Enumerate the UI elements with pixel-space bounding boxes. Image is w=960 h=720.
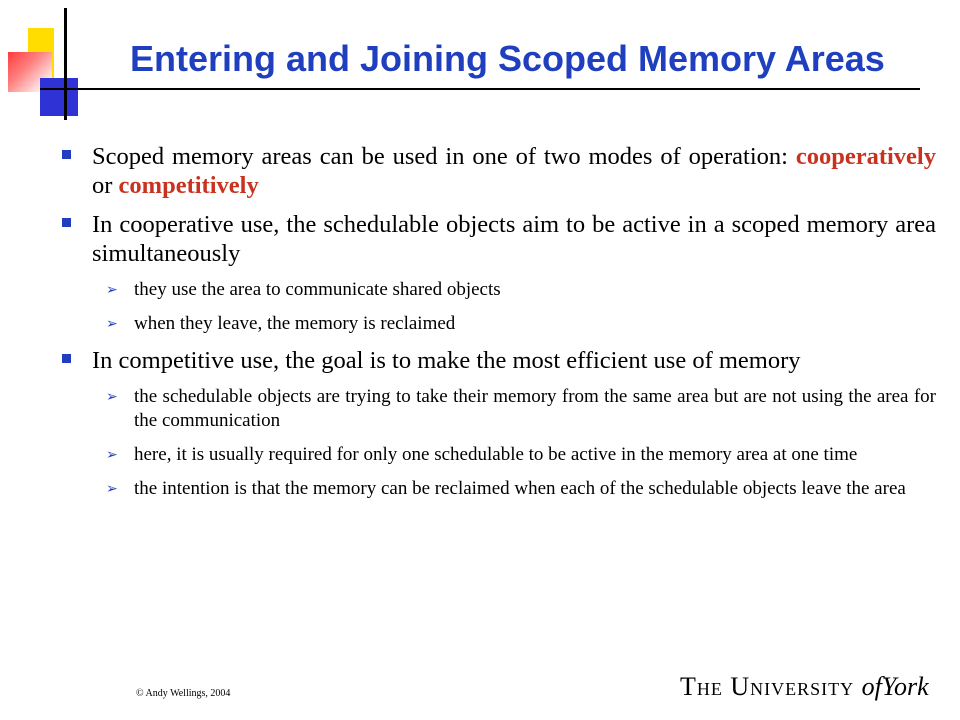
sub-bullet-text: the schedulable objects are trying to take their memory from the same area but are not using the area for the communication (134, 386, 936, 431)
decor-vertical-line (64, 8, 67, 120)
arrow-bullet-icon: ➢ (106, 481, 118, 497)
square-bullet-icon (62, 354, 71, 363)
arrow-bullet-icon: ➢ (106, 447, 118, 463)
bullet-text: In cooperative use, the schedulable objects aim to be active in a scoped memory area simultaneously (92, 211, 936, 267)
sub-bullet (60, 443, 936, 467)
sub-bullet (60, 385, 936, 433)
sub-bullet-text: when they leave, the memory is reclaimed (134, 313, 456, 334)
bullet-text: In competitive use, the goal is to make the most efficient use of memory (92, 347, 801, 374)
logo-of: of (861, 672, 882, 701)
slide-title: Entering and Joining Scoped Memory Areas (130, 38, 885, 79)
decor-blue-square (40, 78, 78, 116)
sub-bullet (60, 477, 936, 501)
bullet-modes (60, 142, 936, 200)
emphasis-cooperatively: cooperatively (795, 143, 936, 170)
logo-york: York (881, 672, 929, 701)
sub-bullet (60, 278, 936, 302)
decor-horizontal-line (40, 88, 920, 90)
sub-bullet-text: here, it is usually required for only one schedulable to be active in the memory area at one time (134, 444, 858, 465)
copyright-footer: © Andy Wellings, 2004 (136, 688, 231, 699)
university-logo (680, 672, 929, 702)
square-bullet-icon (62, 150, 71, 159)
bullet-text: Scoped memory areas can be used in one of two modes of operation: (92, 143, 796, 170)
sub-bullet-text: the intention is that the memory can be reclaimed when each of the schedulable objects leave the area (134, 478, 906, 499)
square-bullet-icon (62, 218, 71, 227)
bullet-text: or (92, 172, 119, 199)
slide-content (60, 142, 936, 511)
logo-text: The University (680, 672, 855, 701)
arrow-bullet-icon: ➢ (106, 316, 118, 332)
bullet-competitive (60, 346, 936, 375)
arrow-bullet-icon: ➢ (106, 282, 118, 298)
sub-bullet (60, 312, 936, 336)
emphasis-competitively: competitively (118, 172, 259, 199)
arrow-bullet-icon: ➢ (106, 389, 118, 405)
sub-bullet-text: they use the area to communicate shared objects (134, 279, 501, 300)
bullet-cooperative (60, 210, 936, 268)
